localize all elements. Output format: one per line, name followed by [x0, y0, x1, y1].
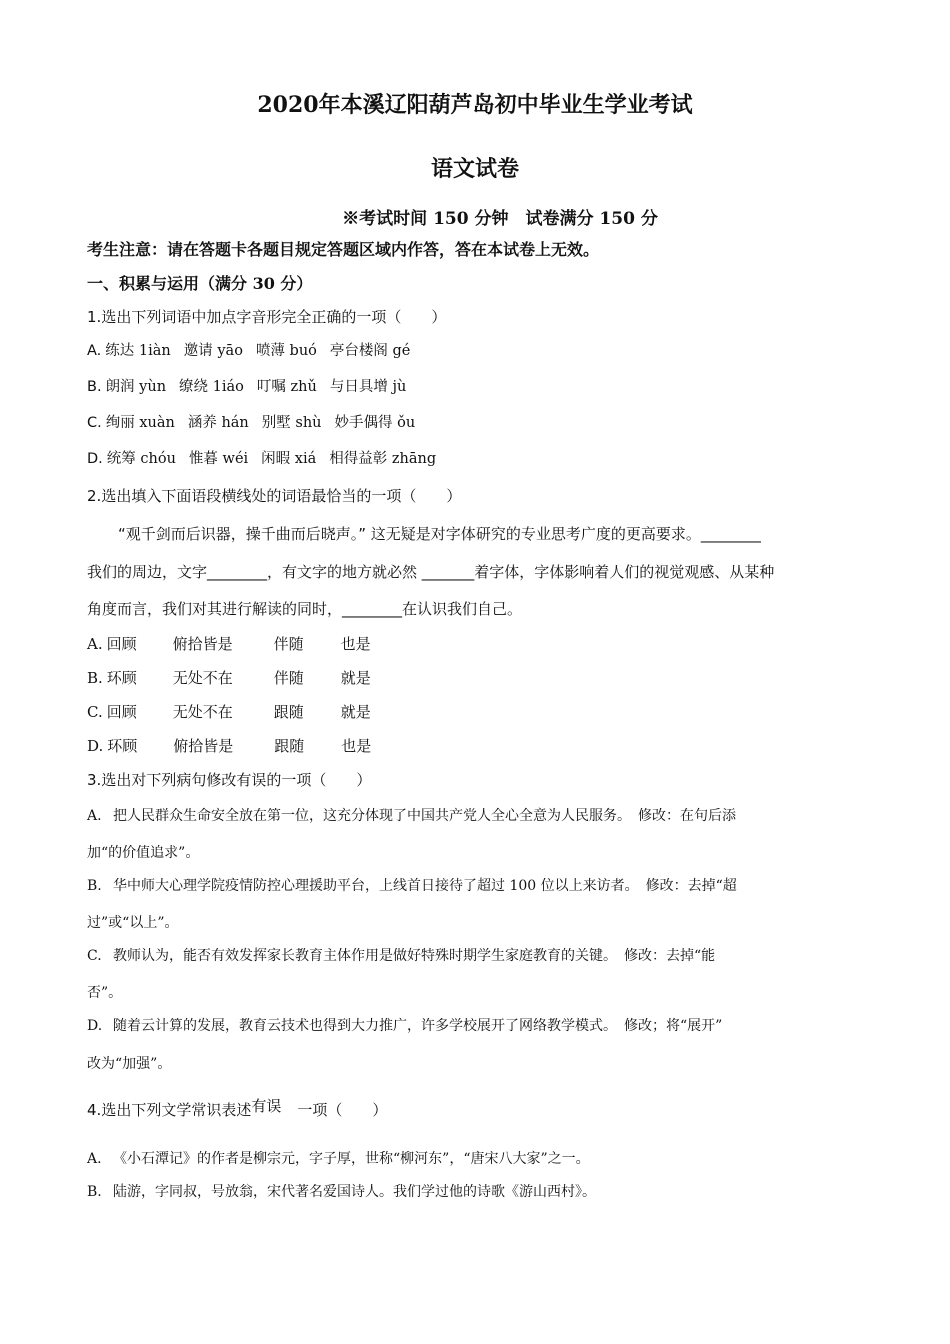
q2-option-b — [87, 669, 371, 687]
question-number: 1. — [87, 308, 102, 326]
option-label: C. — [87, 415, 102, 431]
option-label: B. — [87, 379, 102, 395]
option-item: 伴随 — [273, 635, 304, 653]
section-heading: 一、积累与运用（满分 30 分） — [87, 274, 313, 293]
question-stem: 选出下列词语中加点字音形完全正确的一项（ ） — [101, 308, 447, 326]
option-item: 统筹 chóu — [106, 451, 176, 467]
option-label: C. — [87, 703, 103, 721]
option-item: 惟暮 wéi — [188, 451, 249, 467]
option-text: 把人民群众生命安全放在第一位，这充分体现了中国共产党人全心全意为人民服务。 修改：在句后添 — [113, 808, 736, 824]
exam-title: 2020年本溪辽阳葫芦岛初中毕业生学业考试 — [257, 92, 693, 118]
option-item: 跟随 — [274, 737, 305, 755]
question-number: 4. — [87, 1101, 102, 1119]
passage-line: 我们的周边，文字________，有文字的地方就必然 _______着字体，字体影响着人们的视觉观感、从某种 — [87, 563, 775, 581]
option-item: 回顾 — [106, 703, 137, 721]
option-label: D. — [87, 1018, 103, 1034]
exam-info: ※考试时间 150 分钟 试卷满分 150 分 — [342, 209, 658, 229]
passage-line: 角度而言，我们对其进行解读的同时，________在认识我们自己。 — [87, 600, 523, 618]
option-continuation: 改为“加强”。 — [87, 1056, 172, 1072]
paper-subtitle: 语文试卷 — [430, 156, 519, 182]
question-stem-emphasis: 有误 — [251, 1097, 282, 1115]
q2-option-c — [87, 703, 371, 721]
q1-option-d — [87, 451, 436, 468]
option-text: 陆游，字同叔，号放翁，宋代著名爱国诗人。我们学过他的诗歌《游山西村》。 — [113, 1184, 596, 1200]
option-continuation: 加“的价值追求”。 — [87, 845, 200, 861]
option-item: 无处不在 — [172, 669, 233, 687]
q3-option-b — [87, 878, 737, 895]
q3-option-c — [87, 948, 715, 965]
option-label: C. — [87, 948, 102, 964]
option-item: 环顾 — [107, 737, 138, 755]
option-label: D. — [87, 451, 103, 467]
option-item: 回顾 — [106, 635, 137, 653]
question-stem: 选出对下列病句修改有误的一项（ ） — [101, 771, 372, 789]
question-4 — [87, 1097, 388, 1119]
option-item: 亭台楼阁 gé — [329, 343, 411, 359]
option-item: 俯拾皆是 — [172, 635, 233, 653]
option-item: 也是 — [340, 635, 371, 653]
option-item: 伴随 — [273, 669, 304, 687]
option-label: B. — [87, 878, 102, 894]
option-item: 无处不在 — [172, 703, 233, 721]
option-label: B. — [87, 669, 103, 687]
candidate-notice: 考生注意：请在答题卡各题目规定答题区域内作答，答在本试卷上无效。 — [87, 240, 600, 259]
option-item: 也是 — [341, 737, 372, 755]
option-item: 相得益彰 zhāng — [329, 451, 437, 467]
option-item: 叮嘱 zhǔ — [256, 379, 317, 395]
option-item: 闲暇 xiá — [261, 451, 317, 467]
option-item: 妙手偶得 ǒu — [334, 415, 416, 431]
option-continuation: 过”或“以上”。 — [87, 915, 179, 931]
option-label: D. — [87, 737, 104, 755]
question-1 — [87, 308, 446, 326]
question-number: 2. — [87, 487, 102, 505]
option-item: 就是 — [340, 669, 371, 687]
option-item: 练达 1iàn — [105, 343, 171, 359]
option-text: 华中师大心理学院疫情防控心理援助平台，上线首日接待了超过 100 位以上来访者。 修改：去掉“超 — [113, 878, 737, 894]
option-item: 绚丽 xuàn — [105, 415, 175, 431]
q2-option-d — [87, 737, 371, 755]
option-item: 邀请 yāo — [183, 343, 243, 359]
option-label: A. — [87, 343, 102, 359]
option-text: 教师认为，能否有效发挥家长教育主体作用是做好特殊时期学生家庭教育的关键。 修改：去掉“能 — [113, 948, 716, 964]
option-continuation: 否”。 — [87, 985, 123, 1001]
q3-option-d — [87, 1018, 722, 1035]
q4-option-b — [87, 1184, 596, 1201]
question-number: 3. — [87, 771, 102, 789]
q2-option-a — [87, 635, 371, 653]
q4-option-a — [87, 1151, 590, 1168]
option-item: 朗润 yùn — [105, 379, 167, 395]
option-text: 《小石潭记》的作者是柳宗元，字子厚，世称“柳河东”，“唐宋八大家”之一。 — [113, 1151, 590, 1167]
question-stem: 选出填入下面语段横线处的词语最恰当的一项（ ） — [101, 487, 462, 505]
option-item: 跟随 — [273, 703, 304, 721]
option-item: 别墅 shù — [261, 415, 322, 431]
question-stem: 选出下列文学常识表述 — [101, 1101, 252, 1119]
question-3 — [87, 771, 371, 789]
option-item: 俯拾皆是 — [173, 737, 234, 755]
option-text: 随着云计算的发展，教育云技术也得到大力推广，许多学校展开了网络教学模式。 修改；将“展开” — [113, 1018, 723, 1034]
option-item: 就是 — [340, 703, 371, 721]
option-item: 喷薄 buó — [255, 343, 317, 359]
q3-option-a — [87, 808, 736, 825]
option-item: 缭绕 1iáo — [179, 379, 244, 395]
question-stem: 一项（ ） — [297, 1101, 388, 1119]
option-item: 与日具增 jù — [329, 379, 407, 395]
option-item: 环顾 — [106, 669, 137, 687]
option-label: A. — [87, 1151, 102, 1167]
option-label: A. — [87, 635, 103, 653]
passage-line: “观千剑而后识器，操千曲而后晓声。” 这无疑是对字体研究的专业思考广度的更高要求。________ — [118, 525, 761, 543]
question-2 — [87, 487, 461, 505]
q1-option-b — [87, 379, 406, 396]
q1-option-a — [87, 343, 410, 360]
option-item: 涵养 hán — [187, 415, 249, 431]
option-label: A. — [87, 808, 102, 824]
q1-option-c — [87, 415, 415, 432]
option-label: B. — [87, 1184, 102, 1200]
